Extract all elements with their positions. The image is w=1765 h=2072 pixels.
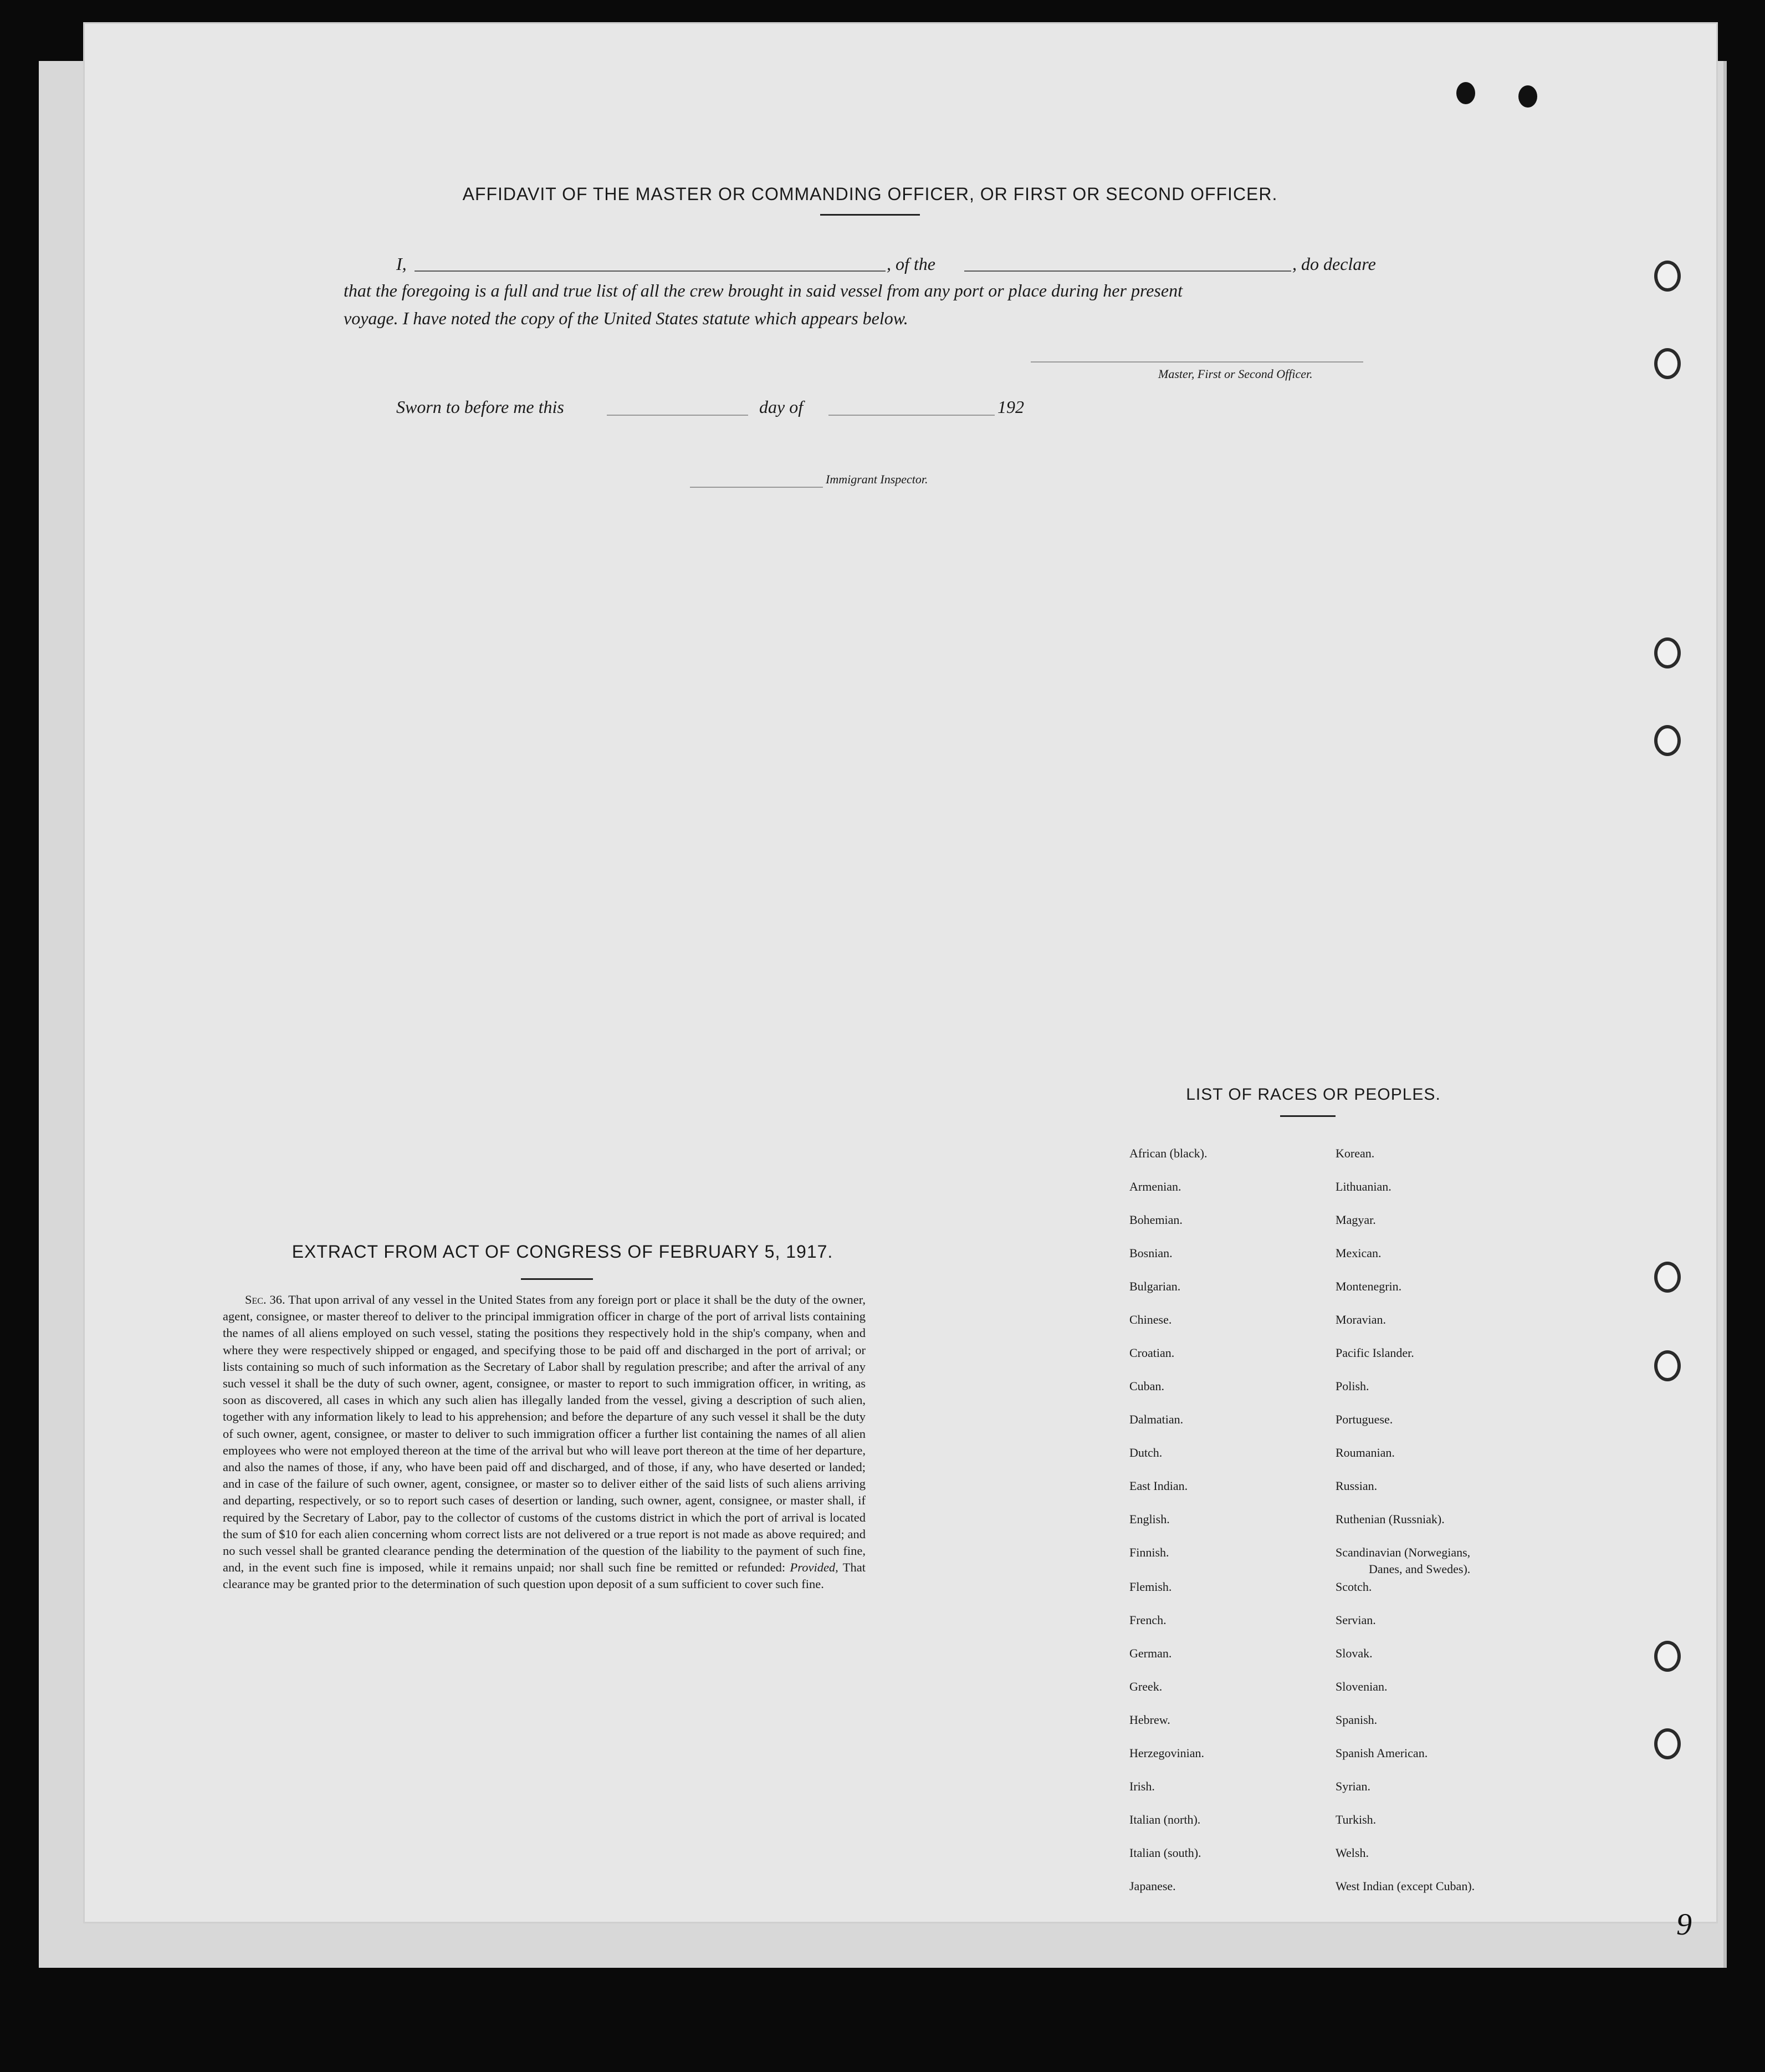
race-item: Welsh. [1336,1846,1369,1860]
race-item: Magyar. [1336,1213,1376,1227]
binder-hole-icon [1654,348,1681,379]
binder-hole-icon [1654,1641,1681,1672]
race-item: Armenian. [1129,1180,1181,1193]
inspector-caption: Immigrant Inspector. [826,472,928,486]
race-item: Finnish. [1129,1545,1169,1559]
binder-hole-icon [1654,725,1681,756]
sworn-day-blank[interactable] [607,415,748,416]
race-item: Croatian. [1129,1346,1175,1360]
race-item: Italian (north). [1129,1813,1201,1826]
race-item: Scotch. [1336,1580,1372,1594]
race-item: Cuban. [1129,1379,1164,1393]
binder-hole-icon [1654,637,1681,668]
race-item: African (black). [1129,1146,1208,1160]
affidavit-line1-declare: , do declare [1292,254,1376,274]
affidavit-line2: that the foregoing is a full and true list of all the crew brought in said vessel from any port or place during her present [344,280,1183,300]
extract-text-b: That clearance may be granted prior to the determination of such question upon deposit of a sum sufficient to cover such fine. [223,1560,866,1591]
extract-body [223,1292,866,1593]
race-item: Italian (south). [1129,1846,1201,1860]
provided-label: Provided, [790,1560,838,1575]
tack-icon [1518,85,1537,108]
year-text: 192 [997,397,1024,417]
vessel-blank[interactable] [964,271,1291,272]
signature-blank[interactable] [1031,361,1363,363]
race-item: Moravian. [1336,1313,1387,1326]
race-item: Korean. [1336,1146,1375,1160]
affidavit-title: AFFIDAVIT OF THE MASTER OR COMMANDING OFFICER, OR FIRST OR SECOND OFFICER. [462,184,1278,204]
race-item: Japanese. [1129,1879,1176,1893]
tack-icon [1456,82,1475,104]
day-of-text: day of [759,397,804,417]
binder-hole-icon [1654,1728,1681,1759]
signature-caption: Master, First or Second Officer. [1158,367,1313,381]
races-title-rule [1280,1115,1336,1117]
race-item: Herzegovinian. [1129,1746,1204,1760]
race-item: Servian. [1336,1613,1376,1627]
race-item: Spanish. [1336,1713,1378,1727]
extract-text-a: That upon arrival of any vessel in the United States from any foreign port or place it shall be the duty of the owner, agent, consignee, or master thereof to deliver to the principal immigration officer in charge of the port of arrival lists containing the names of all aliens employed on such vessel, stating the positions they respectively hold in the ship's company, when and where they were respectively shipped or engaged, and specifying those to be paid off and discharged in the port of arrival; or lists containing so much of such information as the Secretary of Labor shall by regulation prescribe; and after the arrival of any such vessel it shall be the duty of such owner, agent, consignee, or master to report to such immigration officer, in writing, as soon as discovered, all cases in which any such alien has illegally landed from the vessel, giving a description of such alien, together with any information likely to lead to his apprehension; and before the departure of any such vessel it shall be the duty of such owner, agent, consignee, or master to deliver to such immigration officer a further list containing the names of all alien employees who were not employed thereon at the time of the arrival but who will leave port thereon at the time of her departure, and also the names of those, if any, who have been paid off and discharged, and of those, if any, who have deserted or landed; and in case of the failure of such owner, agent, consignee, or master so to deliver either of the said lists of such aliens arriving and departing, respectively, or so to report such cases of desertion or landing, such owner, agent, consignee, or master shall, if required by the Secretary of Labor, pay to the collector of customs of the customs district in which the port of arrival is located the sum of $10 for each alien concerning whom correct lists are not delivered or a true report is not made as above required; and no such vessel shall be granted clearance pending the determination of the question of the liability to the payment of such fine, and, in the event such fine is imposed, while it remains unpaid; nor shall such fine be remitted or refunded: [223,1293,866,1575]
race-item: East Indian. [1129,1479,1188,1493]
handwritten-page-number: 9 [1676,1907,1692,1942]
race-item: Greek. [1129,1680,1163,1693]
race-item: Ruthenian (Russniak). [1336,1512,1445,1526]
race-item: Montenegrin. [1336,1279,1402,1293]
race-item: West Indian (except Cuban). [1336,1879,1475,1893]
binder-hole-icon [1654,1350,1681,1381]
race-item: Syrian. [1336,1779,1370,1793]
race-item: Hebrew. [1129,1713,1170,1727]
race-item: Scandinavian (Norwegians, [1336,1545,1471,1559]
race-item: Dalmatian. [1129,1412,1184,1426]
race-item: Irish. [1129,1779,1155,1793]
name-blank[interactable] [415,271,886,272]
races-title: LIST OF RACES OR PEOPLES. [1186,1085,1441,1104]
race-item: Bosnian. [1129,1246,1173,1260]
race-item: Pacific Islander. [1336,1346,1414,1360]
inspector-signature-blank[interactable] [690,487,823,488]
race-item: Slovenian. [1336,1680,1388,1693]
race-item-continuation: Danes, and Swedes). [1369,1562,1471,1576]
race-item: Slovak. [1336,1646,1373,1660]
sworn-month-blank[interactable] [828,415,995,416]
race-item: Spanish American. [1336,1746,1428,1760]
race-item: Russian. [1336,1479,1378,1493]
race-item: English. [1129,1512,1170,1526]
extract-title-rule [521,1278,593,1280]
race-item: Lithuanian. [1336,1180,1391,1193]
race-item: Bohemian. [1129,1213,1183,1227]
affidavit-line1-of-the: , of the [887,254,935,274]
race-item: Polish. [1336,1379,1369,1393]
affidavit-line3: voyage. I have noted the copy of the United States statute which appears below. [344,308,908,328]
extract-title: EXTRACT FROM ACT OF CONGRESS OF FEBRUARY 5, 1917. [291,1242,833,1262]
race-item: Bulgarian. [1129,1279,1181,1293]
race-item: Portuguese. [1336,1412,1393,1426]
race-item: Dutch. [1129,1446,1163,1459]
race-item: German. [1129,1646,1172,1660]
race-item: Turkish. [1336,1813,1377,1826]
binder-hole-icon [1654,1262,1681,1293]
race-item: French. [1129,1613,1167,1627]
sworn-text: Sworn to before me this [396,397,564,417]
race-item: Flemish. [1129,1580,1172,1594]
race-item: Chinese. [1129,1313,1172,1326]
race-item: Mexican. [1336,1246,1382,1260]
section-label: Sec. 36. [245,1293,285,1307]
affidavit-line1-i: I, [396,254,407,274]
manifest-back-page [83,22,1718,1923]
affidavit-title-rule [820,214,920,216]
binder-hole-icon [1654,261,1681,292]
race-item: Roumanian. [1336,1446,1395,1459]
